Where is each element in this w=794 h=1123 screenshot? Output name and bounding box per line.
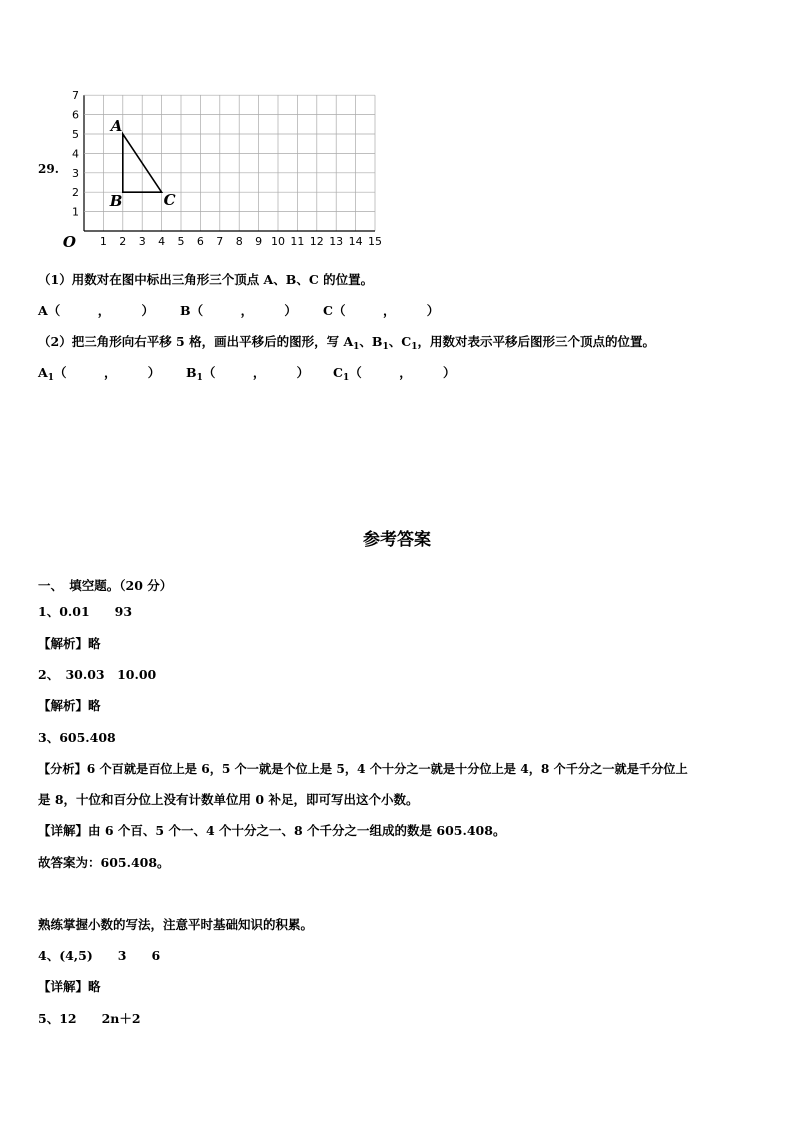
x-tick-label: 1	[99, 235, 107, 248]
x-tick-label: 3	[138, 235, 146, 248]
subscript: 1	[47, 373, 54, 383]
subscript: 1	[196, 373, 203, 383]
part2-text-mid1: 、B	[359, 334, 383, 349]
x-tick-label: 8	[235, 235, 243, 248]
blank-a1: （ ， ）	[53, 365, 161, 380]
part2-answer-b1	[186, 365, 309, 386]
x-tick-label: 5	[177, 235, 185, 248]
answer-line: 4、(4,5) 3 6	[38, 948, 161, 963]
x-tick-label: 14	[348, 235, 363, 248]
answer-line: 【解析】略	[38, 698, 101, 713]
x-tick-label: 11	[290, 235, 305, 248]
x-tick-label: 15	[368, 235, 382, 248]
y-tick-label: 5	[72, 128, 79, 141]
part1-answer-a: A（ ， ）	[38, 303, 154, 318]
answer-line: 2、 30.03 10.00	[38, 667, 157, 682]
x-tick-label: 12	[309, 235, 324, 248]
part2-text-post: ，用数对表示平移后图形三个顶点的位置。	[417, 334, 655, 349]
coordinate-grid	[60, 86, 390, 251]
x-tick-label: 9	[255, 235, 263, 248]
part1-answer-b: B（ ， ）	[180, 303, 297, 318]
answer-line: 【分析】6 个百就是百位上是 6，5 个一就是个位上是 5，4 个十分之一就是十分位上是 4，8 个千分之一就是千分位上	[38, 762, 688, 776]
subscript: 1	[382, 342, 389, 352]
label-a: A	[38, 365, 48, 380]
answer-line: 是 8，十位和百分位上没有计数单位用 0 补足，即可写出这个小数。	[38, 792, 419, 807]
part2-text-pre: （2）把三角形向右平移 5 格，画出平移后的图形，写 A	[38, 334, 354, 349]
answers-title: 参考答案	[363, 530, 431, 550]
part1-text: （1）用数对在图中标出三角形三个顶点 A、B、C 的位置。	[38, 272, 374, 287]
answer-line: 3、605.408	[38, 730, 116, 745]
vertex-label-b: B	[109, 192, 123, 211]
origin-label: O	[62, 233, 76, 251]
label-b: B	[186, 365, 197, 380]
y-tick-label: 2	[72, 186, 79, 200]
x-tick-label: 4	[158, 235, 166, 248]
answer-line: 【解析】略	[38, 636, 101, 651]
vertex-label-c: C	[163, 191, 176, 210]
part1-answer-c: C（ ， ）	[323, 303, 440, 318]
y-tick-label: 3	[72, 166, 79, 180]
y-tick-label: 4	[72, 147, 79, 161]
x-tick-label: 10	[271, 235, 285, 248]
section-heading: 一、 填空题。（20 分）	[38, 578, 173, 593]
subscript: 1	[353, 342, 360, 352]
part2-text-mid2: 、C	[388, 334, 412, 349]
blank-b1: （ ， ）	[202, 365, 310, 380]
answer-line: 【详解】略	[38, 979, 101, 994]
subscript: 1	[342, 373, 350, 383]
y-tick-label: 7	[72, 89, 79, 103]
answer-line: 故答案为：605.408。	[38, 855, 170, 870]
part2-answer-a1	[38, 365, 160, 386]
x-tick-label: 6	[196, 235, 204, 248]
vertex-label-a: A	[110, 117, 123, 135]
answer-line: 1、0.01 93	[38, 604, 133, 619]
x-tick-label: 13	[329, 235, 344, 248]
y-tick-label: 1	[72, 205, 79, 219]
question-number: 29.	[38, 162, 59, 176]
answer-line: 熟练掌握小数的写法，注意平时基础知识的积累。	[38, 917, 314, 932]
x-tick-label: 2	[119, 235, 127, 248]
blank-c1: （ ， ）	[349, 365, 456, 380]
subscript: 1	[411, 342, 418, 352]
part2-answer-c1	[333, 365, 455, 386]
y-tick-label: 6	[72, 108, 79, 122]
label-c: C	[333, 365, 343, 380]
x-tick-label: 7	[216, 235, 224, 248]
answer-line: 5、12 2n＋2	[38, 1011, 141, 1026]
part2-text	[38, 334, 655, 355]
answer-line: 【详解】由 6 个百、5 个一、4 个十分之一、8 个千分之一组成的数是 605.408。	[38, 823, 506, 838]
